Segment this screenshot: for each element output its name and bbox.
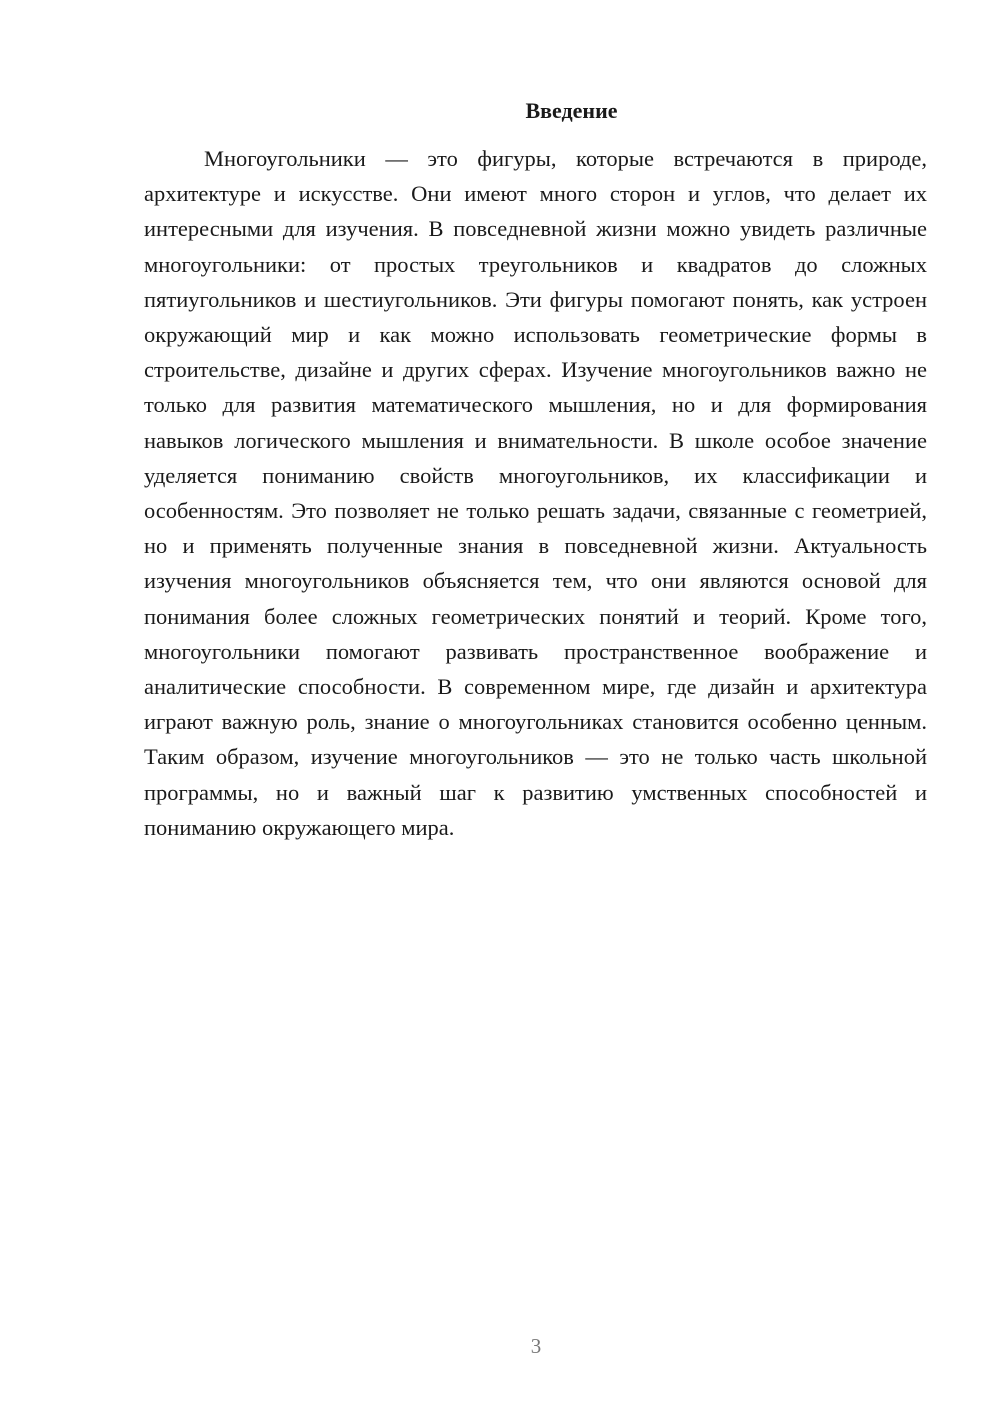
body-paragraph: Многоугольники — это фигуры, которые встречаются в природе, архитектуре и искусстве. Они имеют много сторон и углов, что делает их интересными для изучения. В повседневной жизни можно увидеть различные многоугольники: от простых треугольников и квадратов до сложных пятиугольников и шестиугольников. Эти фигуры помогают понять, как устроен окружающий мир и как можно использовать геометрические формы в строительстве, дизайне и других сферах. Изучение многоугольников важно не только для развития математического мышления, но и для формирования навыков логического мышления и внимательности. В школе особое значение уделяется пониманию свойств многоугольников, их классификации и особенностям. Это позволяет не только решать задачи, связанные с геометрией, но и применять полученные знания в повседневной жизни. Актуальность изучения многоугольников объясняется тем, что они являются основой для понимания более сложных геометрических понятий и теорий. Кроме того, многоугольники помогают развивать пространственное воображение и аналитические способности. В современном мире, где дизайн и архитектура играют важную роль, знание о многоугольниках становится особенно ценным. Таким образом, изучение многоугольников — это не только часть школьной программы, но и важный шаг к развитию умственных способностей и пониманию окружающего мира.	[144, 146, 927, 840]
section-heading: Введение	[525, 98, 618, 123]
page-number: 3	[530, 1334, 542, 1358]
